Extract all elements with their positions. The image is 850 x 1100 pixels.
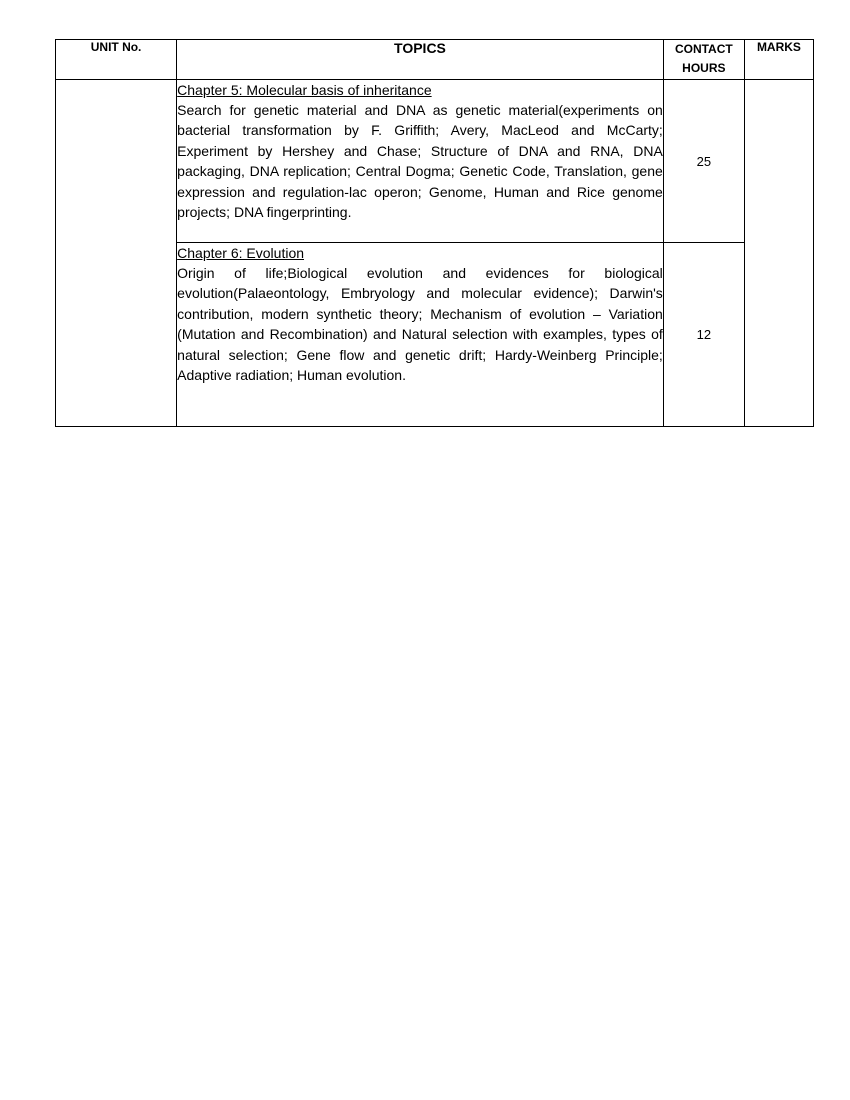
chapter-description: Origin of life;Biological evolution and evidences for biological evolution(Palaeontology, Embryology and molecular evidence); Darwin's contribution, modern synthetic theory; Mechanism of evolution – Variation (Mutation and Recombination) and Natural selection with examples, types of natural selection; Gene flow and genetic drift; Hardy-Weinberg Principle; Adaptive radiation; Human evolution. xyxy=(177,265,663,384)
chapter-title: Chapter 5: Molecular basis of inheritance xyxy=(177,82,432,98)
header-contact-hours-line1: CONTACT xyxy=(674,42,733,56)
syllabus-table xyxy=(55,39,814,427)
header-contact-hours-line2: HOURS xyxy=(682,61,726,75)
header-topics: TOPICS xyxy=(177,40,664,80)
topics-cell-chapter-5 xyxy=(177,80,664,243)
table-row-chapter-5 xyxy=(56,80,814,243)
header-marks: MARKS xyxy=(744,40,813,80)
marks-cell xyxy=(744,80,813,427)
contact-hours-value: 12 xyxy=(663,243,744,427)
header-contact-hours xyxy=(663,40,744,80)
chapter-title: Chapter 6: Evolution xyxy=(177,245,305,261)
table-header-row xyxy=(56,40,814,80)
chapter-description: Search for genetic material and DNA as genetic material(experiments on bacterial transformation by F. Griffith; Avery, MacLeod and McCarty; Experiment by Hershey and Chase; Structure of DNA and RNA, DNA packaging, DNA replication; Central Dogma; Genetic Code, Translation, gene expression and regulation-lac operon; Genome, Human and Rice genome projects; DNA fingerprinting. xyxy=(177,102,663,221)
contact-hours-value: 25 xyxy=(663,80,744,243)
unit-no-cell xyxy=(56,80,177,427)
header-unit-no: UNIT No. xyxy=(56,40,177,80)
topics-cell-chapter-6 xyxy=(177,243,664,427)
